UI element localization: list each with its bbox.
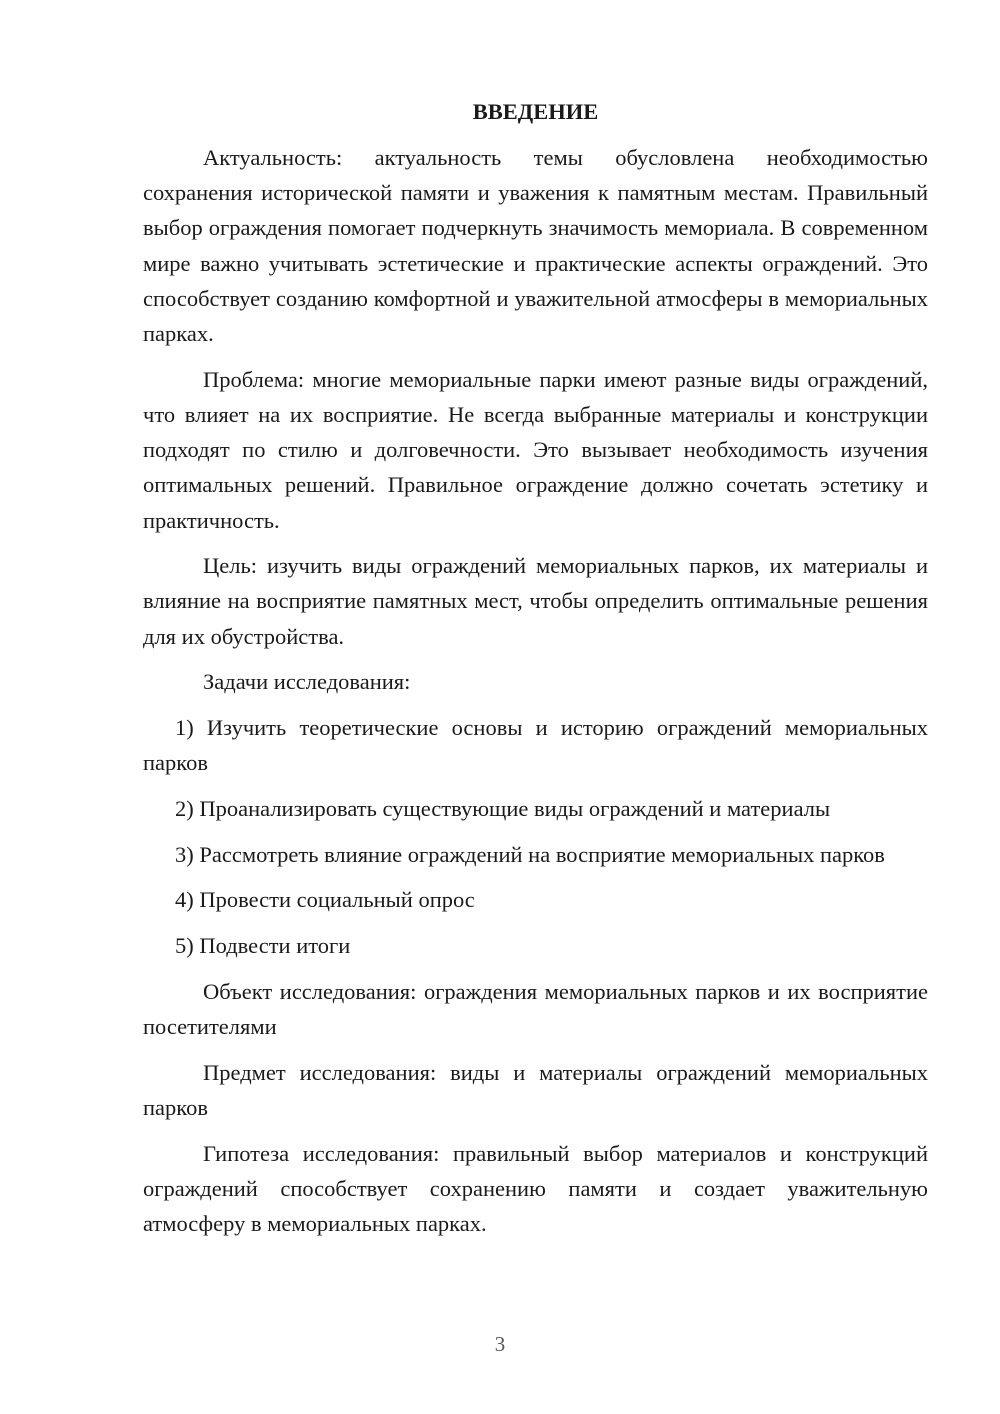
tasks-heading: Задачи исследования: — [203, 669, 411, 695]
paragraph-goal: Цель: изучить виды ограждений мемориальных парков, их материалы и влияние на восприятие памятных мест, чтобы определить оптимальные решения для их обустройства. — [143, 553, 928, 649]
paragraph-relevance: Актуальность: актуальность темы обусловлена необходимостью сохранения исторической памяти и уважения к памятным местам. Правильный выбор ограждения помогает подчеркнуть значимость мемориала. В современном мире важно учитывать эстетические и практические аспекты ограждений. Это способствует созданию комфортной и уважительной атмосферы в мемориальных парках. — [143, 145, 928, 347]
paragraph-subject: Предмет исследования: виды и материалы ограждений мемориальных парков — [143, 1059, 928, 1120]
section-title: ВВЕДЕНИЕ — [472, 99, 599, 124]
paragraph-hypothesis: Гипотеза исследования: правильный выбор материалов и конструкций ограждений способствует сохранению памяти и создает уважительную атмосферу в мемориальных парках. — [143, 1140, 928, 1236]
paragraph-object: Объект исследования: ограждения мемориальных парков и их восприятие посетителями — [143, 978, 928, 1039]
task-item-3: 3) Рассмотреть влияние ограждений на восприятие мемориальных парков — [175, 841, 885, 867]
task-item-4: 4) Провести социальный опрос — [175, 887, 475, 913]
task-item-5: 5) Подвести итоги — [175, 933, 351, 959]
paragraph-problem: Проблема: многие мемориальные парки имеют разные виды ограждений, что влияет на их восприятие. Не всегда выбранные материалы и конструкции подходят по стилю и долговечности. Это вызывает необходимость изучения оптимальных решений. Правильное ограждение должно сочетать эстетику и практичность. — [143, 366, 928, 533]
page-content — [143, 94, 928, 1252]
task-item-1: 1) Изучить теоретические основы и историю ограждений мемориальных парков — [143, 715, 928, 776]
task-item-2: 2) Проанализировать существующие виды ограждений и материалы — [175, 795, 831, 821]
page-number: 3 — [494, 1332, 506, 1356]
